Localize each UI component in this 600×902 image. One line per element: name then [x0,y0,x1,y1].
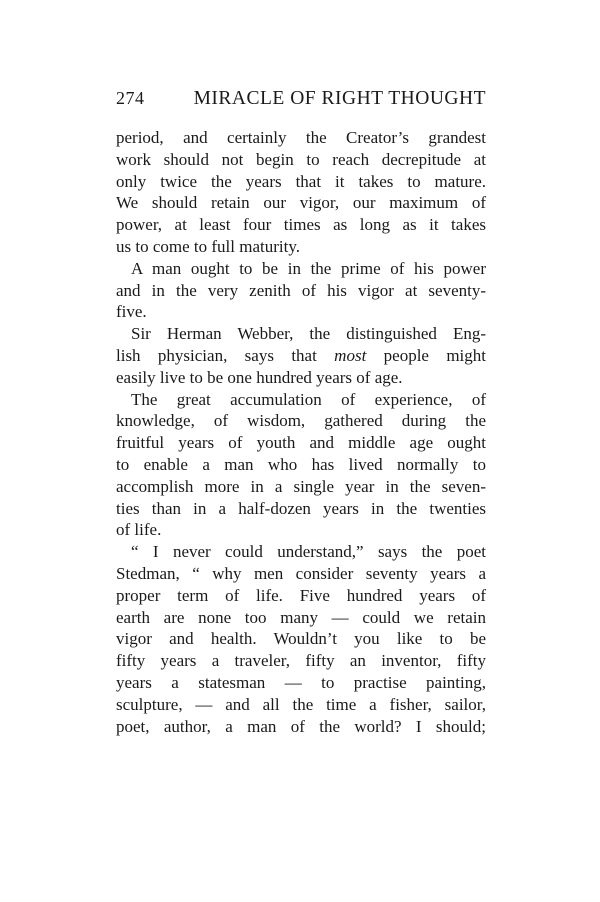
text-line: Stedman, “ why men consider seventy years a [116,563,486,583]
text-line: sculpture, — and all the time a fisher, sailor, [116,694,486,714]
text-line: work should not begin to reach decrepitude at [116,149,486,169]
text-line: and in the very zenith of his vigor at seventy- [116,280,486,300]
running-header [116,88,486,110]
text-line: Sir Herman Webber, the distinguished Eng- [131,324,486,344]
text-line: vigor and health. Wouldn’t you like to be [116,629,486,649]
text-line: us to come to full maturity. [116,236,300,256]
text-segment: people might [366,345,486,365]
text-line: only twice the years that it takes to mature. [116,171,486,191]
text-line: fifty years a traveler, fifty an inventor, fifty [116,651,486,671]
text-line: easily live to be one hundred years of age. [116,367,403,387]
page-body-text [116,127,486,737]
text-line: knowledge, of wisdom, gathered during the [116,411,486,431]
text-line [116,345,486,367]
text-line: The great accumulation of experience, of [131,389,486,409]
page-number: 274 [116,88,145,108]
running-title: MIRACLE OF RIGHT THOUGHT [193,88,486,109]
text-line: “ I never could understand,” says the poet [131,542,486,562]
text-line: five. [116,302,147,322]
text-line: proper term of life. Five hundred years of [116,585,486,605]
text-line: fruitful years of youth and middle age ought [116,433,486,453]
text-line: of life. [116,520,162,540]
text-line: poet, author, a man of the world? I should; [116,716,486,736]
text-line: A man ought to be in the prime of his power [131,258,486,278]
text-line: We should retain our vigor, our maximum of [116,193,486,213]
text-line: ties than in a half-dozen years in the twenties [116,498,486,518]
text-segment: lish physician, says that [116,345,335,365]
text-line: earth are none too many — could we retain [116,607,486,627]
text-line: power, at least four times as long as it takes [116,215,486,235]
emphasized-word: most [334,345,367,365]
text-line: period, and certainly the Creator’s grandest [116,128,486,147]
text-line: to enable a man who has lived normally to [116,454,486,474]
text-line: years a statesman — to practise painting, [116,672,486,692]
text-line: accomplish more in a single year in the seven- [116,476,486,496]
